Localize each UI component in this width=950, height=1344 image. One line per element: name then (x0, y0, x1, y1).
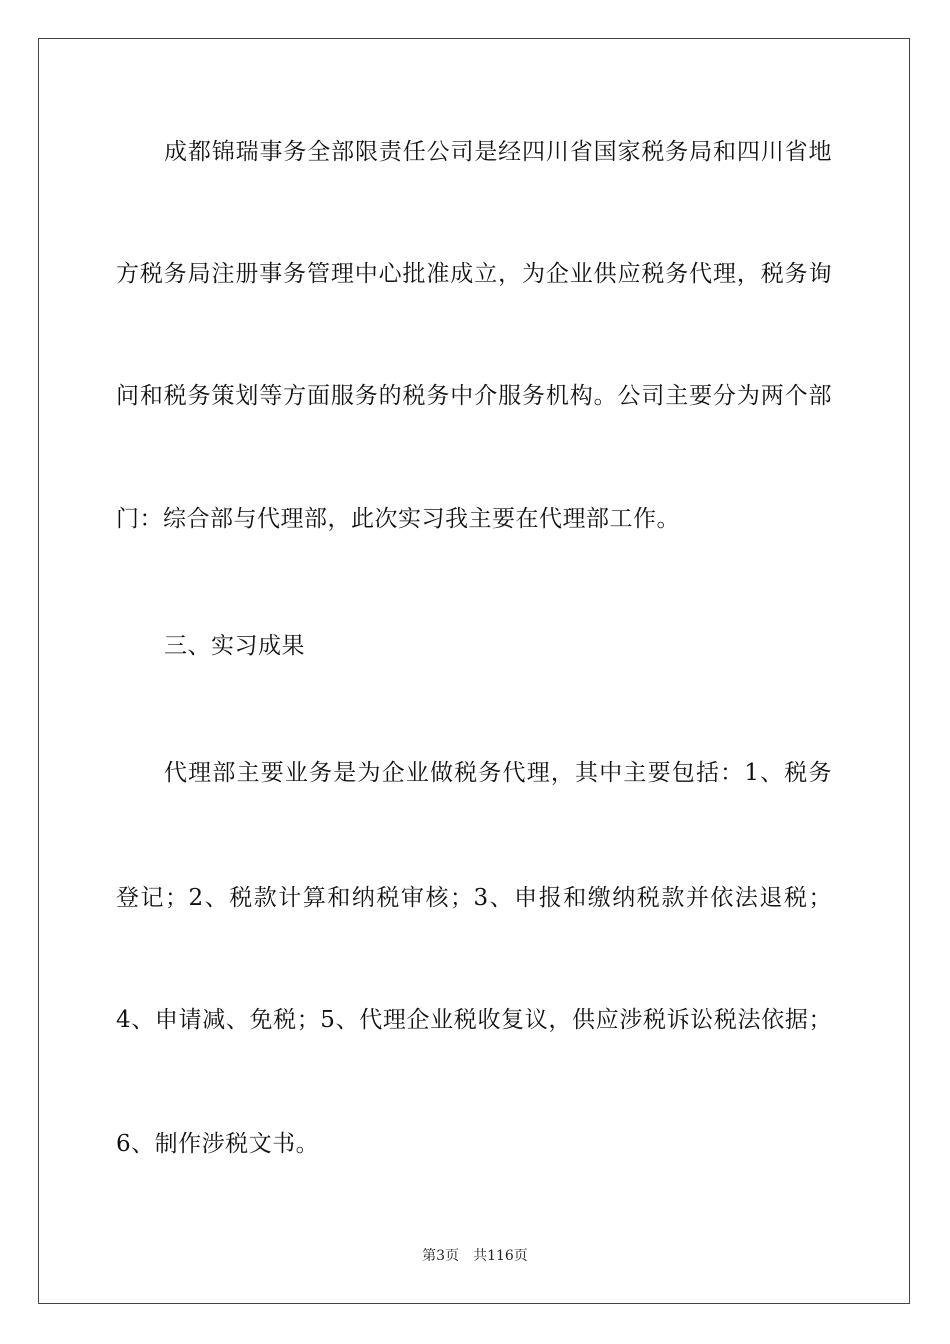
paragraph-line: 代理部主要业务是为企业做税务代理，其中主要包括：1、税务 (164, 760, 832, 786)
paragraph-line: 登记；2、税款计算和纳税审核；3、申报和缴纳税款并依法退税； (116, 885, 832, 911)
paragraph-line: 成都锦瑞事务全部限责任公司是经四川省国家税务局和四川省地 (164, 139, 832, 165)
page-border (38, 38, 910, 1304)
paragraph-line: 问和税务策划等方面服务的税务中介服务机构。公司主要分为两个部 (116, 383, 832, 409)
paragraph-line: 4、申请减、免税；5、代理企业税收复议，供应涉税诉讼税法依据； (116, 1007, 832, 1033)
paragraph-line: 门：综合部与代理部，此次实习我主要在代理部工作。 (116, 506, 680, 532)
paragraph-line: 方税务局注册事务管理中心批准成立，为企业供应税务代理，税务询 (116, 261, 832, 287)
paragraph-line: 6、制作涉税文书。 (116, 1131, 320, 1157)
page-number-footer: 第3页 共116页 (422, 1248, 528, 1264)
section-heading: 三、实习成果 (164, 633, 305, 659)
